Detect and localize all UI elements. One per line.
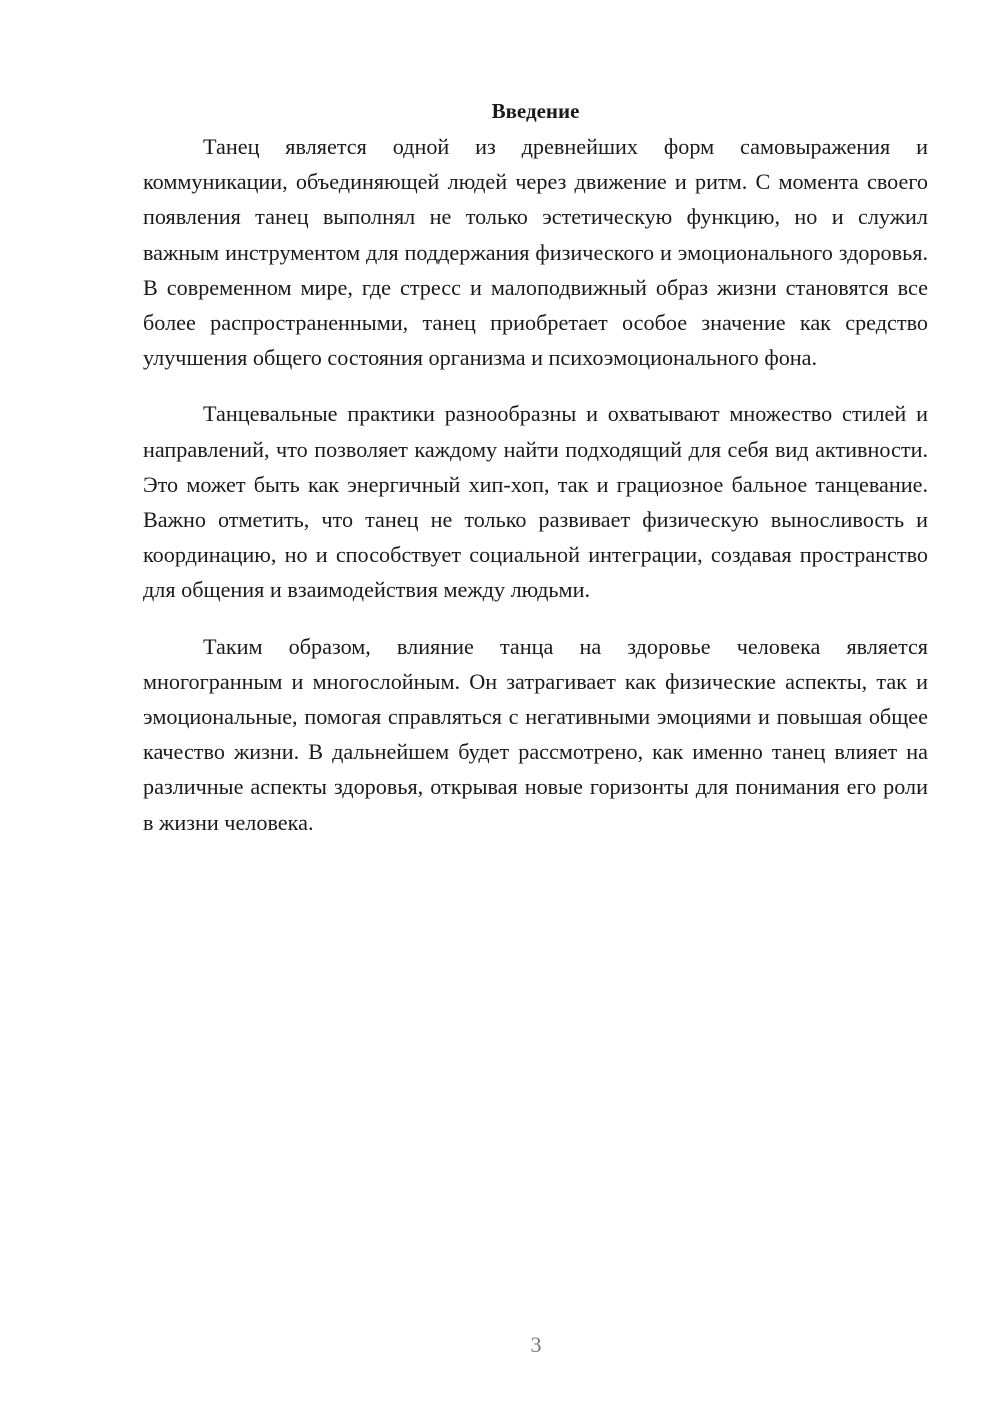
paragraph-1: Танец является одной из древнейших форм самовыражения и коммуникации, объединяющей людей через движение и ритм. С момента своего появления танец выполнял не только эстетическую функцию, но и служил важным инструментом для поддержания физического и эмоционального здоровья. В современном мире, где стресс и малоподвижный образ жизни становятся все более распространенными, танец приобретает особое значение как средство улучшения общего состояния организма и психоэмоционального фона. [143, 134, 928, 371]
page-content [143, 94, 928, 840]
paragraph-3: Таким образом, влияние танца на здоровье человека является многогранным и многослойным. Он затрагивает как физические аспекты, так и эмоциональные, помогая справляться с негативными эмоциями и повышая общее качество жизни. В дальнейшем будет рассмотрено, как именно танец влияет на различные аспекты здоровья, открывая новые горизонты для понимания его роли в жизни человека. [143, 633, 928, 835]
paragraph-2: Танцевальные практики разнообразны и охватывают множество стилей и направлений, что позволяет каждому найти подходящий для себя вид активности. Это может быть как энергичный хип-хоп, так и грациозное бальное танцевание. Важно отметить, что танец не только развивает физическую выносливость и координацию, но и способствует социальной интеграции, создавая пространство для общения и взаимодействия между людьми. [143, 401, 928, 603]
section-title: Введение [491, 99, 580, 123]
page-number: 3 [530, 1332, 542, 1357]
